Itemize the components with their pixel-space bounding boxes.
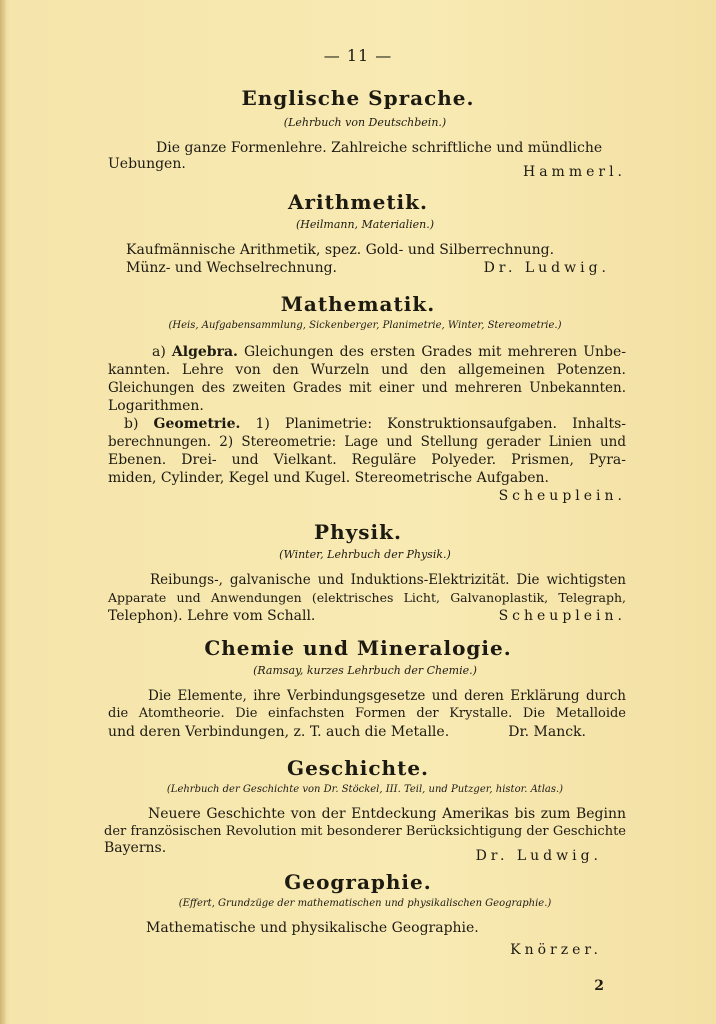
heading-geographie: Geographie. [284,870,432,894]
text-line: Gleichungen des zweiten Grades mit einer und mehreren Unbekannten. [108,380,626,396]
heading-englische-sprache: Englische Sprache. [241,86,475,110]
heading-arithmetik: Arithmetik. [288,190,428,214]
ref-geographie: (Effert, Grundzüge der mathematischen und physikalischen Geographie.) [178,898,552,909]
text-line: Mathematische und physikalische Geographie. [146,920,479,936]
text-line-with-teacher [126,260,610,276]
algebra-label: Algebra. [171,344,238,360]
text-line: Reibungs-, galvanische und Induktions-Elektrizität. Die wichtigsten [150,572,626,588]
text-line: Telephon). Lehre vom Schall. [108,608,316,624]
page-number: — 11 — [323,46,393,65]
ref-physik: (Winter, Lehrbuch der Physik.) [279,548,451,561]
text-line: Logarithmen. [108,398,204,414]
text-line: Die Elemente, ihre Verbindungsgesetze und deren Erklärung durch [148,688,626,704]
teacher-name: Hammerl. [522,164,626,180]
footer-signature-number: 2 [594,978,604,994]
item-prefix: b) [124,416,139,432]
heading-chemie-und-mineralogie: Chemie und Mineralogie. [204,636,512,660]
text-line: berechnungen. 2) Stereometrie: Lage und Stellung gerader Linien und [108,434,626,450]
heading-geschichte: Geschichte. [286,756,430,780]
ref-mathematik: (Heis, Aufgabensammlung, Sickenberger, Planimetrie, Winter, Stereometrie.) [168,320,562,331]
teacher-name: Scheuplein. [498,488,626,504]
text-line: Münz- und Wechselrechnung. [126,260,338,276]
teacher-name: Dr. Ludwig. [475,848,602,864]
item-prefix: a) [152,344,166,360]
text-line: Apparate und Anwendungen (elektrisches Licht, Galvanoplastik, Telegraph, [108,590,626,605]
text-line: Bayerns. [104,840,167,856]
text-line-with-teacher [108,608,626,624]
teacher-name: Dr. Manck. [508,724,586,740]
text-line: 1) Planimetrie: Konstruktionsaufgaben. Inhalts- [255,416,626,432]
heading-mathematik: Mathematik. [280,292,436,316]
geometrie-line [124,416,626,432]
ref-geschichte: (Lehrbuch der Geschichte von Dr. Stöckel, III. Teil, und Putzger, histor. Atlas.) [166,784,564,795]
text-line: Kaufmännische Arithmetik, spez. Gold- und Silberrechnung. [126,242,555,258]
text-line-with-teacher [108,156,626,180]
text-line: Uebungen. [108,156,186,172]
ref-chemie: (Ramsay, kurzes Lehrbuch der Chemie.) [253,664,477,677]
ref-arithmetik: (Heilmann, Materialien.) [295,218,435,231]
text-line: Ebenen. Drei- und Vielkant. Reguläre Polyeder. Prismen, Pyra- [108,452,626,468]
text-line: Gleichungen des ersten Grades mit mehreren Unbe- [244,344,626,360]
text-line: Neuere Geschichte von der Entdeckung Amerikas bis zum Beginn [148,806,626,822]
teacher-name: Dr. Ludwig. [483,260,610,276]
algebra-line [152,344,626,360]
heading-physik: Physik. [314,520,402,544]
geometrie-label: Geometrie. [153,416,241,432]
teacher-name: Knörzer. [510,942,602,958]
ref-englische-sprache: (Lehrbuch von Deutschbein.) [283,116,447,129]
text-line: miden, Cylinder, Kegel und Kugel. Stereometrische Aufgaben. [108,470,549,486]
text-line: Die ganze Formenlehre. Zahlreiche schriftliche und mündliche [156,140,603,156]
text-line: kannten. Lehre von den Wurzeln und den allgemeinen Potenzen. [108,362,626,378]
text-line: der französischen Revolution mit besonderer Berücksichtigung der Geschichte [104,824,626,839]
text-line: und deren Verbindungen, z. T. auch die Metalle. [108,724,450,740]
text-line: die Atomtheorie. Die einfachsten Formen der Krystalle. Die Metalloide [108,706,626,721]
teacher-name: Scheuplein. [498,608,626,624]
text-line-with-teacher [108,724,586,740]
